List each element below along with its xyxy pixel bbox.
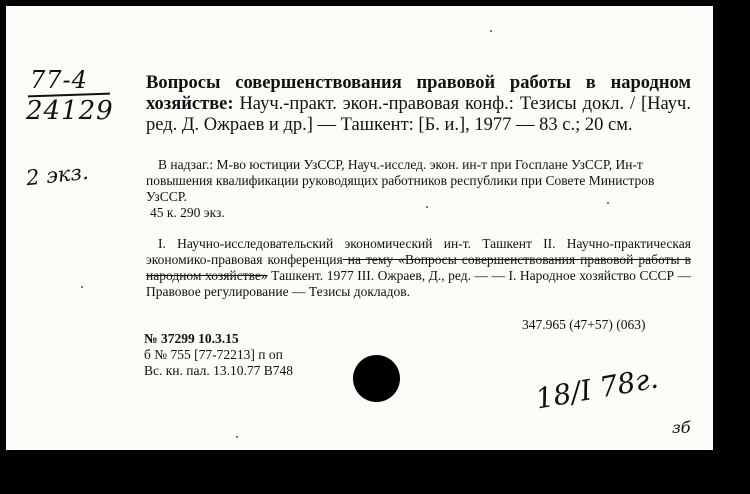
entry-note: В надзаг.: М-во юстиции УзССР, Науч.-исслед. экон. ин-т при Госплане УзССР, Ин-т повышения квалификации руководящих работников республики при Совете Министров УзССР.	[146, 157, 655, 204]
handwritten-copies: 2 экз.	[24, 159, 90, 191]
subjects-struck: на тему «Вопросы совершенствования правовой работы в народном хозяйстве»	[146, 252, 691, 283]
handwritten-shelf-mark-top: 77-4	[30, 66, 88, 94]
title-bold: Вопросы совершенствования правовой работы в народном хозяйстве:	[146, 73, 691, 114]
handwritten-signature: 18/I 78г.	[533, 361, 661, 416]
entry-title	[146, 73, 691, 136]
handwritten-corner-mark: зб	[672, 418, 691, 437]
speck	[490, 30, 492, 32]
punch-hole	[353, 355, 400, 402]
record-number: № 37299 10.3.15	[144, 331, 239, 346]
entry-subjects	[146, 236, 691, 300]
classification-code: 347.965 (47+57) (063)	[522, 317, 646, 332]
order-number: б № 755 [77-72213] п оп	[144, 347, 283, 362]
subjects-part-b: Ташкент. 1977 III. Ожраев, Д., ред. — — I. Народное хозяйство СССР — Правовое регулирование — Тезисы докладов.	[146, 268, 691, 299]
handwritten-shelf-mark-bottom: 24129	[26, 96, 114, 126]
speck	[81, 286, 83, 288]
chamber-note: Вс. кн. пал. 13.10.77 В748	[144, 363, 293, 378]
subjects-part-a: I. Научно-исследовательский экономический ин-т. Ташкент II. Научно-практическая экономико-правовая конференция	[146, 236, 691, 267]
entry-circulation: 45 к. 290 экз.	[150, 205, 225, 220]
speck	[236, 436, 238, 438]
title-rest: Науч.-практ. экон.-правовая конф.: Тезисы докл. / [Науч. ред. Д. Ожраев и др.] — Ташкент: [Б. и.], 1977 — 83 с.; 20 см.	[146, 94, 691, 135]
